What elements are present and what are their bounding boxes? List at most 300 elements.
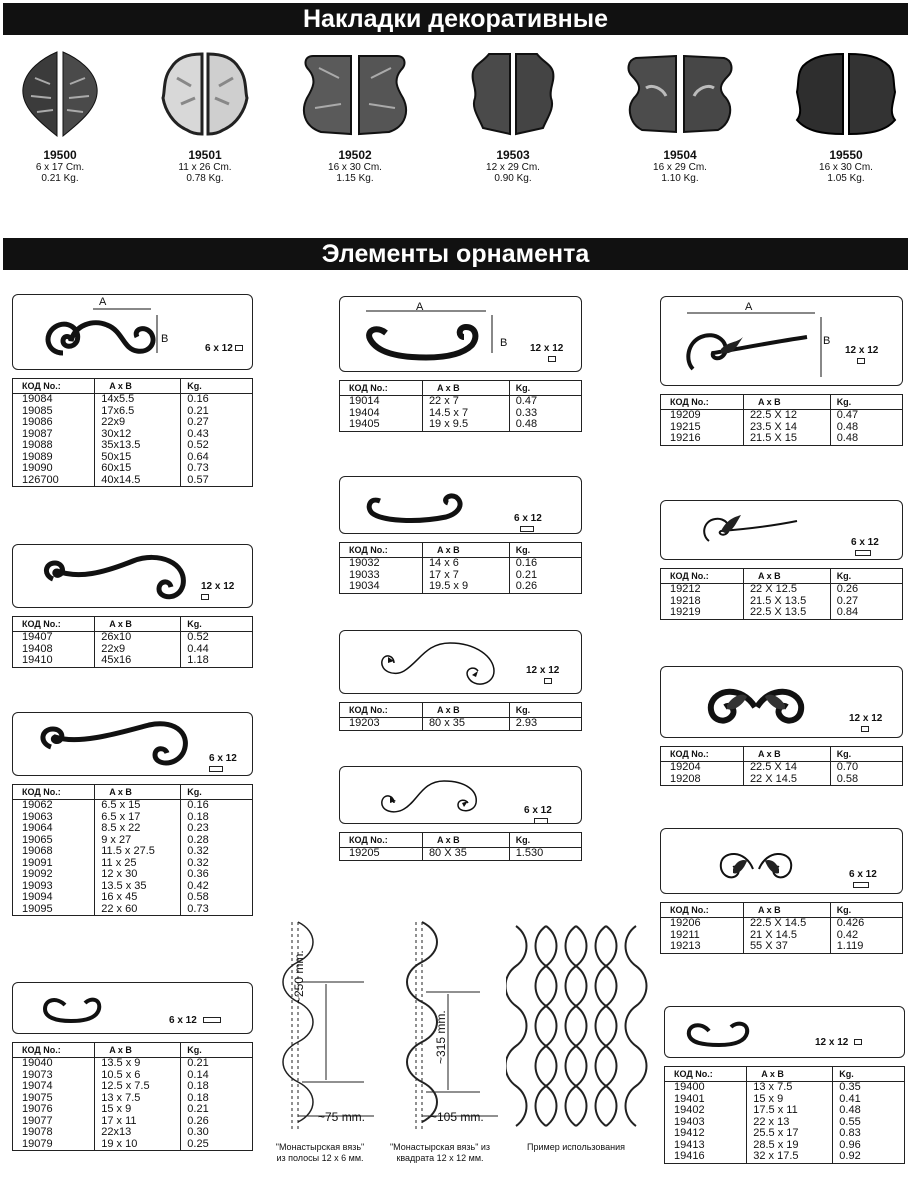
table-row (665, 1082, 904, 1094)
size-cell: 13.5 x 35 (94, 881, 180, 893)
code-cell: 19092 (22, 868, 53, 880)
spec-table (660, 568, 903, 620)
plate-image (157, 48, 253, 140)
code-cell: 19402 (674, 1104, 705, 1116)
spec-table (660, 746, 903, 786)
size-cell: 11 x 25 (94, 858, 180, 870)
code-cell: 19408 (22, 642, 53, 655)
size-cell: 22 X 14.5 (743, 774, 830, 786)
table-rows (661, 410, 902, 445)
size-cell: 14.5 x 7 (422, 408, 509, 420)
table-rows (665, 1082, 904, 1163)
code-cell: 19209 (670, 409, 701, 421)
plate-size: 6 x 17 Cm. (35, 162, 85, 173)
dim-b-label: B (823, 335, 831, 347)
size-cell: 22.5 X 12 (743, 410, 830, 422)
section-size: 12 x 12 (530, 343, 563, 365)
table-rows (661, 584, 902, 619)
section-square-icon (857, 358, 865, 364)
weight-cell: 0.55 (832, 1117, 904, 1129)
product-block-19205 (339, 766, 582, 861)
plate-weight: 0.90 Kg. (494, 173, 532, 184)
spec-table (660, 394, 903, 446)
code-cell: 19089 (22, 450, 53, 463)
code-cell: 19405 (349, 418, 380, 430)
code-cell: 19208 (670, 772, 701, 785)
spec-table (339, 702, 582, 731)
weight-cell: 0.52 (180, 632, 252, 644)
section-size: 6 x 12 (169, 1015, 221, 1026)
code-cell: 19084 (22, 393, 53, 405)
weight-cell: 0.41 (832, 1094, 904, 1106)
size-cell: 21 X 14.5 (743, 930, 830, 942)
lattice-caption-2: "Монастырская вязь" из квадрата 12 х 12 мм. (389, 1142, 491, 1163)
weight-cell: 0.43 (180, 429, 252, 441)
table-header: КОД No.: A x B Kg. (340, 832, 581, 848)
product-picture[interactable] (339, 296, 582, 372)
weight-cell: 0.26 (180, 1116, 252, 1128)
product-block-19040 (12, 982, 253, 1151)
table-rows (13, 1058, 252, 1150)
table-header: КОД No.: A x B Kg. (13, 616, 252, 632)
product-block-19407 (12, 544, 253, 668)
spec-table (12, 784, 253, 916)
weight-cell: 0.44 (180, 644, 252, 656)
section-rect-icon (203, 1017, 221, 1023)
table-rows (13, 800, 252, 915)
leaf-scroll-icon (677, 297, 837, 387)
section-square-icon (854, 1039, 862, 1045)
table-row (13, 1104, 252, 1116)
product-picture[interactable] (12, 712, 253, 776)
section-rect-icon (853, 882, 869, 888)
code-cell: 19079 (22, 1137, 53, 1150)
product-block-19062 (12, 712, 253, 916)
size-cell: 13.5 x 9 (94, 1058, 180, 1070)
lattice-width-2: ~105 mm. (430, 1110, 484, 1124)
weight-cell: 0.26 (509, 581, 581, 593)
s-scroll-icon (33, 545, 193, 609)
product-block-19212 (660, 500, 903, 620)
product-block-19084 (12, 294, 253, 487)
section-size: 12 x 12 (201, 581, 234, 603)
weight-cell: 0.70 (830, 762, 902, 774)
table-row (13, 1139, 252, 1151)
weight-cell: 0.52 (180, 440, 252, 452)
plate-weight: 0.21 Kg. (41, 173, 79, 184)
weight-cell: 0.27 (180, 417, 252, 429)
section-rect-icon (520, 526, 534, 532)
size-cell: 80 X 35 (422, 848, 509, 860)
table-rows (340, 718, 581, 730)
code-cell: 19040 (22, 1057, 53, 1069)
lattice-height-1: ~250 mm. (292, 950, 306, 1004)
section-square-icon (235, 345, 243, 351)
double-leaf-scroll-icon (701, 667, 811, 739)
weight-cell: 0.16 (180, 800, 252, 812)
section-rect-icon (855, 550, 871, 556)
plate-image (299, 48, 411, 140)
weight-cell: 0.14 (180, 1070, 252, 1082)
section-size: 12 x 12 (849, 713, 882, 735)
size-cell: 14x5.5 (94, 394, 180, 406)
code-cell: 19088 (22, 439, 53, 451)
size-cell: 22 x 7 (422, 396, 509, 408)
table-rows (661, 918, 902, 953)
product-picture[interactable] (339, 630, 582, 694)
size-cell: 12.5 x 7.5 (94, 1081, 180, 1093)
code-cell: 19014 (349, 395, 380, 407)
size-cell: 28.5 x 19 (746, 1140, 832, 1152)
product-picture[interactable] (660, 296, 903, 386)
code-cell: 19407 (22, 631, 53, 643)
weight-cell: 0.73 (180, 463, 252, 475)
table-row (13, 869, 252, 881)
size-cell: 30x12 (94, 429, 180, 441)
table-rows (661, 762, 902, 785)
size-cell: 13 x 7.5 (746, 1082, 832, 1094)
code-cell: 19076 (22, 1103, 53, 1115)
double-leaf-scroll-icon (707, 829, 807, 895)
table-header: КОД No.: A x B Kg. (661, 902, 902, 918)
section-size: 12 x 12 (845, 345, 878, 367)
product-picture[interactable] (660, 500, 903, 560)
table-header: КОД No.: A x B Kg. (340, 702, 581, 718)
table-row (13, 655, 252, 667)
table-row (13, 823, 252, 835)
spec-table (12, 1042, 253, 1151)
lattice-caption-3: Пример использования (527, 1142, 625, 1152)
code-cell: 19075 (22, 1091, 53, 1104)
table-row (13, 1058, 252, 1070)
weight-cell: 0.36 (180, 869, 252, 881)
section-rect-icon (534, 818, 548, 824)
section-square-icon (861, 726, 869, 732)
product-block-19204 (660, 666, 903, 786)
plate-image (622, 48, 738, 140)
weight-cell: 0.96 (832, 1140, 904, 1152)
section-size: 12 x 12 (526, 665, 559, 687)
weight-cell: 0.84 (830, 607, 902, 619)
size-cell: 55 X 37 (743, 941, 830, 953)
table-row (13, 800, 252, 812)
size-cell: 22.5 X 14.5 (743, 918, 830, 930)
size-cell: 19.5 x 9 (422, 581, 509, 593)
weight-cell: 0.426 (830, 918, 902, 930)
table-rows (13, 394, 252, 486)
weight-cell: 0.32 (180, 846, 252, 858)
table-row (661, 918, 902, 930)
code-cell: 19085 (22, 404, 53, 417)
size-cell: 10.5 x 6 (94, 1070, 180, 1082)
weight-cell: 0.21 (180, 1058, 252, 1070)
code-cell: 19211 (670, 928, 700, 941)
size-cell: 8.5 x 22 (94, 823, 180, 835)
plate-image (465, 48, 561, 140)
code-cell: 19410 (22, 654, 53, 666)
plate-code: 19501 (188, 148, 222, 162)
code-cell: 19086 (22, 416, 53, 428)
plate-19550[interactable] (786, 48, 906, 184)
plate-code: 19502 (338, 148, 372, 162)
weight-cell: 0.18 (180, 812, 252, 824)
spec-table (12, 378, 253, 487)
code-cell: 19033 (349, 568, 380, 581)
section-square-icon (201, 594, 209, 600)
code-cell: 19404 (349, 406, 380, 419)
weight-cell: 0.21 (509, 570, 581, 582)
size-cell: 40x14.5 (94, 475, 180, 487)
weight-cell: 0.25 (180, 1139, 252, 1151)
section-size: 6 x 12 (209, 753, 237, 775)
size-cell: 21.5 X 13.5 (743, 596, 830, 608)
size-cell: 23.5 X 14 (743, 422, 830, 434)
table-row (13, 1127, 252, 1139)
banner-ornament-elements: Элементы орнамента (3, 238, 908, 270)
size-cell: 26x10 (94, 632, 180, 644)
code-cell: 19073 (22, 1068, 53, 1081)
weight-cell: 0.30 (180, 1127, 252, 1139)
lattice-caption-1: "Монастырская вязь" из полосы 12 х 6 мм. (275, 1142, 365, 1163)
banner-decorative-plates: Накладки декоративные (3, 3, 908, 35)
size-cell: 14 x 6 (422, 558, 509, 570)
product-block-19400 (664, 1006, 905, 1164)
code-cell: 19219 (670, 606, 701, 618)
lattice-strip-2 (392, 918, 522, 1138)
table-rows (340, 396, 581, 431)
code-cell: 19204 (670, 761, 701, 773)
plate-19504[interactable] (620, 48, 740, 184)
weight-cell: 0.26 (830, 584, 902, 596)
code-cell: 19218 (670, 594, 701, 607)
plate-code: 19503 (496, 148, 530, 162)
code-cell: 19212 (670, 583, 701, 595)
code-cell: 19213 (670, 940, 701, 952)
code-cell: 19203 (349, 717, 380, 729)
product-block-19014 (339, 296, 582, 432)
code-cell: 19416 (674, 1150, 705, 1162)
table-row (13, 632, 252, 644)
table-row (13, 417, 252, 429)
plate-size: 16 x 30 Cm. (328, 162, 382, 173)
code-cell: 19032 (349, 557, 380, 569)
size-cell: 22x9 (94, 644, 180, 656)
plate-19500[interactable] (0, 48, 120, 184)
table-header: КОД No.: A x B Kg. (340, 380, 581, 396)
table-row (13, 475, 252, 487)
weight-cell: 0.16 (509, 558, 581, 570)
section-square-icon (544, 678, 552, 684)
weight-cell: 0.32 (180, 858, 252, 870)
weight-cell: 0.58 (180, 892, 252, 904)
product-picture[interactable] (664, 1006, 905, 1058)
product-picture[interactable] (339, 476, 582, 534)
weight-cell: 0.18 (180, 1093, 252, 1105)
table-header: КОД No.: A x B Kg. (661, 746, 902, 762)
lattice-width-1: ~75 mm. (318, 1110, 366, 1124)
table-row (340, 718, 581, 730)
c-scroll-icon (679, 1007, 759, 1059)
code-cell: 19412 (674, 1127, 705, 1139)
c-scroll-icon (35, 983, 115, 1035)
weight-cell: 0.58 (830, 774, 902, 786)
spec-table (339, 832, 582, 861)
section-size: 6 x 12 (205, 343, 243, 354)
weight-cell: 1.18 (180, 655, 252, 667)
plate-size: 11 x 26 Cm. (178, 162, 232, 173)
plate-image (793, 48, 899, 140)
size-cell: 50x15 (94, 452, 180, 464)
product-picture[interactable] (12, 982, 253, 1034)
table-rows (340, 848, 581, 860)
product-picture[interactable] (12, 544, 253, 608)
table-row (13, 904, 252, 916)
weight-cell: 0.83 (832, 1128, 904, 1140)
size-cell: 17 x 7 (422, 570, 509, 582)
plate-code: 19504 (663, 148, 697, 162)
code-cell: 19403 (674, 1115, 705, 1128)
leaf-scroll-icon (687, 501, 807, 561)
code-cell: 19095 (22, 902, 53, 915)
table-row (661, 433, 902, 445)
weight-cell: 0.18 (180, 1081, 252, 1093)
c-bracket-icon (352, 297, 512, 373)
table-row (661, 941, 902, 953)
weight-cell: 2.93 (509, 718, 581, 730)
weight-cell: 0.92 (832, 1151, 904, 1163)
plate-weight: 0.78 Kg. (186, 173, 224, 184)
c-bracket-icon (356, 477, 476, 535)
size-cell: 21.5 X 15 (743, 433, 830, 445)
plate-image (15, 48, 105, 140)
size-cell: 45x16 (94, 655, 180, 667)
spec-table (339, 542, 582, 594)
product-block-19209 (660, 296, 903, 446)
product-picture[interactable] (660, 666, 903, 738)
plate-19503[interactable] (453, 48, 573, 184)
code-cell: 19034 (349, 580, 380, 592)
code-cell: 19087 (22, 427, 53, 440)
size-cell: 19 x 9.5 (422, 419, 509, 431)
code-cell: 19062 (22, 799, 53, 811)
table-row (661, 584, 902, 596)
size-cell: 17.5 x 11 (746, 1105, 832, 1117)
section-size: 6 x 12 (524, 805, 552, 827)
plate-weight: 1.10 Kg. (661, 173, 699, 184)
size-cell: 22.5 X 14 (743, 762, 830, 774)
table-row (340, 558, 581, 570)
code-cell: 19094 (22, 891, 53, 903)
table-row (665, 1151, 904, 1163)
size-cell: 16 x 45 (94, 892, 180, 904)
code-cell: 19090 (22, 462, 53, 474)
s-curl-icon (354, 767, 494, 825)
size-cell: 22.5 X 13.5 (743, 607, 830, 619)
table-row (13, 1081, 252, 1093)
weight-cell: 1.530 (509, 848, 581, 860)
table-header: КОД No.: A x B Kg. (665, 1066, 904, 1082)
product-picture[interactable] (660, 828, 903, 894)
spec-table (664, 1066, 905, 1164)
product-picture[interactable] (339, 766, 582, 824)
plate-weight: 1.15 Kg. (336, 173, 374, 184)
code-cell: 19074 (22, 1080, 53, 1092)
table-header: КОД No.: A x B Kg. (13, 378, 252, 394)
product-picture[interactable] (12, 294, 253, 370)
weight-cell: 0.23 (180, 823, 252, 835)
table-row (13, 846, 252, 858)
product-block-19206 (660, 828, 903, 954)
size-cell: 11.5 x 27.5 (94, 846, 180, 858)
section-size: 6 x 12 (514, 513, 542, 535)
table-row (661, 607, 902, 619)
plate-size: 16 x 29 Cm. (653, 162, 707, 173)
plate-code: 19550 (829, 148, 863, 162)
code-cell: 19216 (670, 432, 701, 444)
size-cell: 22 x 60 (94, 904, 180, 916)
dim-a-label: A (745, 301, 753, 313)
size-cell: 22 x 13 (746, 1117, 832, 1129)
table-row (340, 581, 581, 593)
code-cell: 19205 (349, 847, 380, 859)
weight-cell: 0.64 (180, 452, 252, 464)
weight-cell: 0.35 (832, 1082, 904, 1094)
size-cell: 25.5 x 17 (746, 1128, 832, 1140)
weight-cell: 0.48 (832, 1105, 904, 1117)
size-cell: 6.5 x 15 (94, 800, 180, 812)
weight-cell: 0.42 (180, 881, 252, 893)
weight-cell: 0.16 (180, 394, 252, 406)
plate-code: 19500 (43, 148, 77, 162)
plate-19502[interactable] (295, 48, 415, 184)
dim-a-label: A (99, 296, 107, 308)
size-cell: 80 x 35 (422, 718, 509, 730)
table-header: КОД No.: A x B Kg. (340, 542, 581, 558)
weight-cell: 0.33 (509, 408, 581, 420)
table-row (340, 419, 581, 431)
code-cell: 19078 (22, 1126, 53, 1138)
code-cell: 19206 (670, 917, 701, 929)
spec-table (660, 902, 903, 954)
code-cell: 19063 (22, 810, 53, 823)
size-cell: 19 x 10 (94, 1139, 180, 1151)
table-row (340, 396, 581, 408)
spec-table (339, 380, 582, 432)
size-cell: 17x6.5 (94, 406, 180, 418)
plate-size: 16 x 30 Cm. (819, 162, 873, 173)
table-header: КОД No.: A x B Kg. (13, 784, 252, 800)
weight-cell: 0.28 (180, 835, 252, 847)
code-cell: 19413 (674, 1138, 705, 1151)
plate-19501[interactable] (145, 48, 265, 184)
lattice-example (506, 922, 652, 1142)
section-square-icon (548, 356, 556, 362)
table-row (13, 394, 252, 406)
table-row (665, 1105, 904, 1117)
code-cell: 19065 (22, 833, 53, 846)
table-rows (13, 632, 252, 667)
weight-cell: 1.119 (830, 941, 902, 953)
weight-cell: 0.48 (509, 419, 581, 431)
code-cell: 126700 (22, 473, 59, 486)
weight-cell: 0.73 (180, 904, 252, 916)
code-cell: 19401 (674, 1092, 705, 1105)
size-cell: 17 x 11 (94, 1116, 180, 1128)
size-cell: 15 x 9 (746, 1094, 832, 1106)
weight-cell: 0.48 (830, 422, 902, 434)
size-cell: 32 x 17.5 (746, 1151, 832, 1163)
table-row (665, 1128, 904, 1140)
